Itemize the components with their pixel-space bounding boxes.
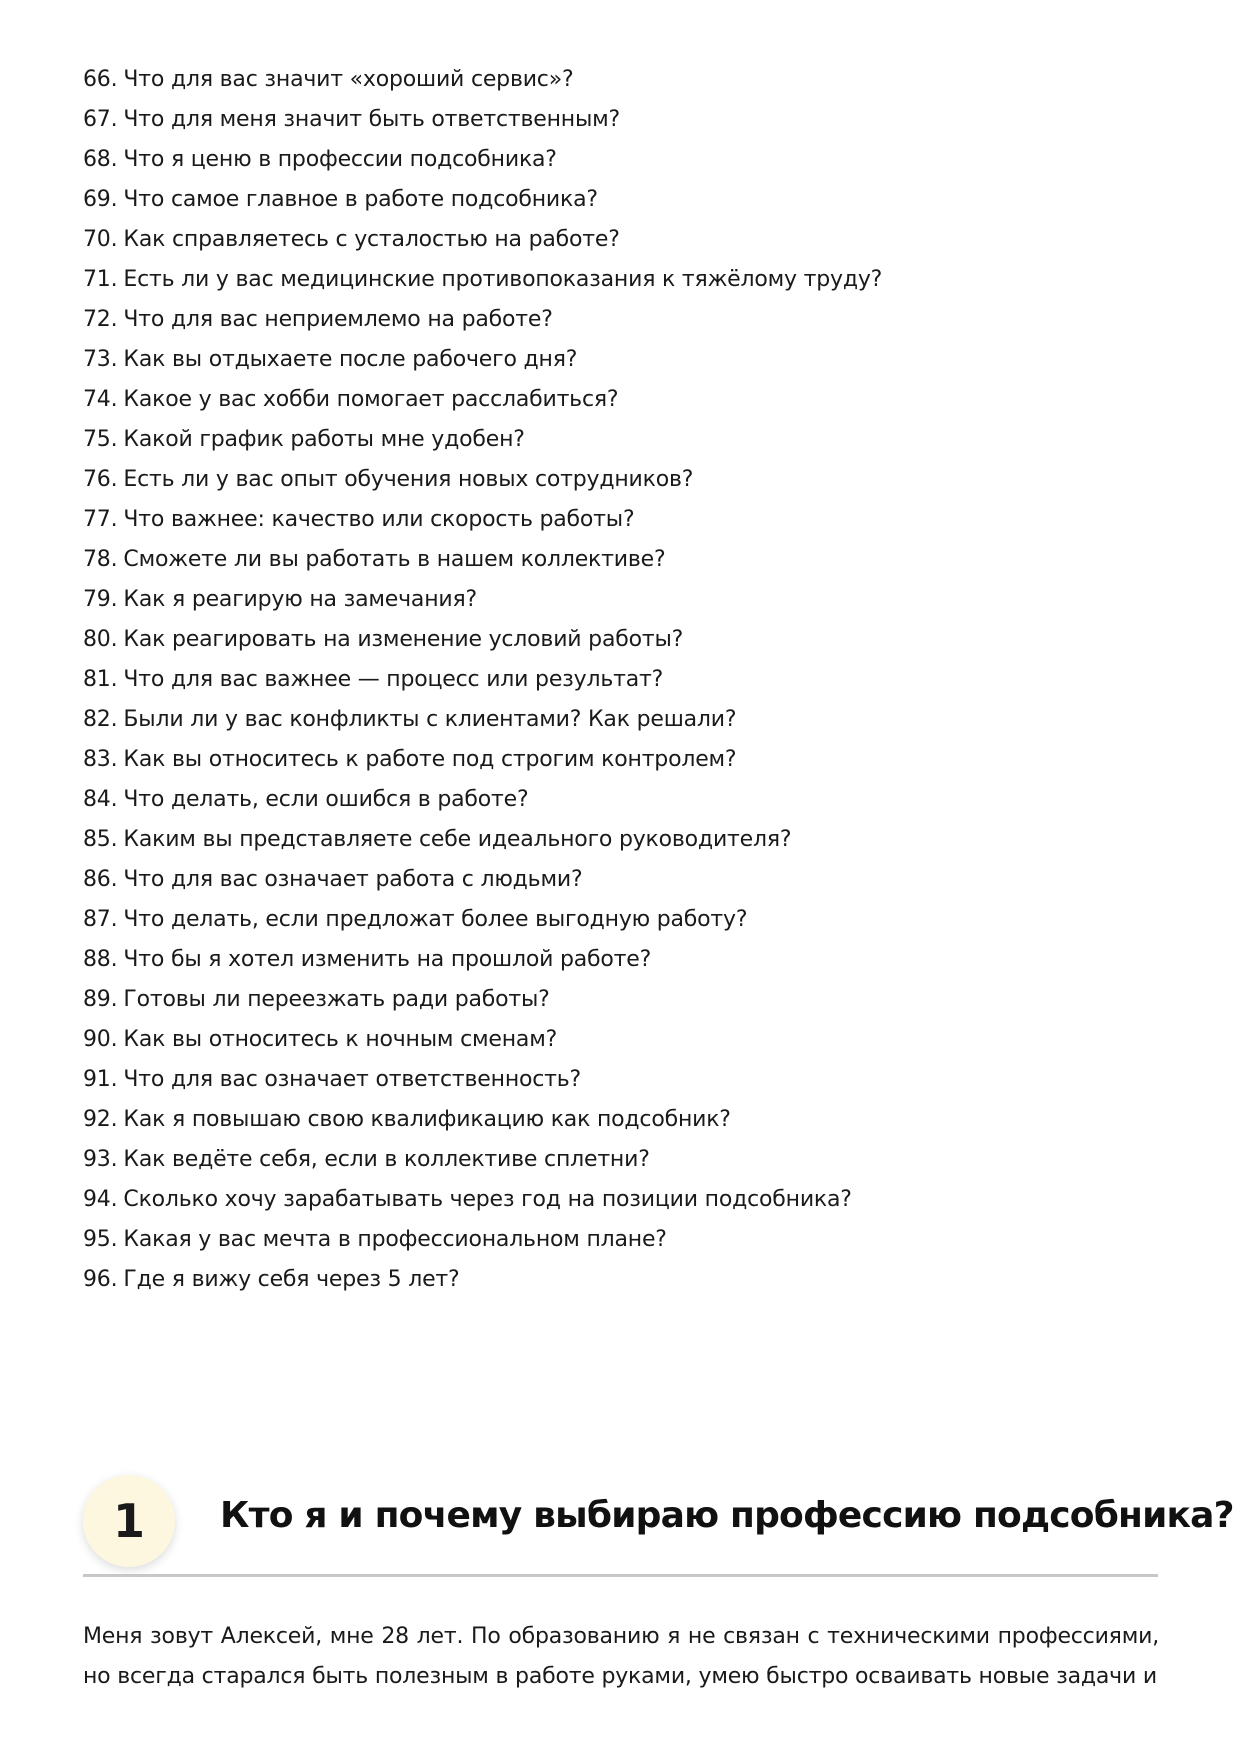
question-item [83, 940, 1163, 980]
question-text: Что для вас означает ответственность? [123, 1067, 582, 1092]
question-number-dot: . [110, 867, 118, 892]
question-item [83, 340, 1163, 380]
question-text: Как справляетесь с усталостью на работе? [123, 227, 620, 252]
question-item [83, 460, 1163, 500]
question-number-dot: . [110, 467, 118, 492]
question-item [83, 1020, 1163, 1060]
question-number-dot: . [110, 427, 118, 452]
question-number-dot: . [110, 747, 118, 772]
section-number-badge: 1 [83, 1475, 175, 1567]
question-text: Что для вас значит «хороший сервис»? [123, 67, 574, 92]
question-item [83, 60, 1163, 100]
question-item [83, 300, 1163, 340]
question-item [83, 740, 1163, 780]
question-item [83, 380, 1163, 420]
question-text: Как я реагирую на замечания? [123, 587, 477, 612]
question-text: Что важнее: качество или скорость работы? [123, 507, 635, 532]
question-number: 91 [83, 1067, 111, 1092]
question-number-dot: . [110, 787, 118, 812]
question-number-dot: . [110, 507, 118, 532]
question-number-dot: . [110, 907, 118, 932]
question-number-dot: . [110, 987, 118, 1012]
question-text: Каким вы представляете себе идеального руководителя? [123, 827, 792, 852]
question-item [83, 820, 1163, 860]
question-number: 73 [83, 347, 111, 372]
question-number-dot: . [110, 547, 118, 572]
question-text: Что для меня значит быть ответственным? [123, 107, 620, 132]
question-text: Есть ли у вас опыт обучения новых сотрудников? [123, 467, 694, 492]
question-number: 69 [83, 187, 111, 212]
question-number: 72 [83, 307, 111, 332]
question-item [83, 620, 1163, 660]
question-number-dot: . [110, 387, 118, 412]
question-number: 74 [83, 387, 111, 412]
intro-paragraph: Меня зовут Алексей, мне 28 лет. По образованию я не связан с техническими профессиями, но всегда старался быть полезным в работе руками, умею быстро осваивать новые задачи и [83, 1624, 1159, 1689]
question-text: Как вы отдыхаете после рабочего дня? [123, 347, 578, 372]
question-text: Что делать, если предложат более выгодную работу? [123, 907, 748, 932]
question-number-dot: . [110, 67, 118, 92]
question-number-dot: . [110, 947, 118, 972]
question-text: Как я повышаю свою квалификацию как подсобник? [123, 1107, 731, 1132]
question-number: 76 [83, 467, 111, 492]
question-text: Какое у вас хобби помогает расслабиться? [123, 387, 619, 412]
question-text: Как ведёте себя, если в коллективе сплетни? [123, 1147, 650, 1172]
question-number: 70 [83, 227, 111, 252]
question-item [83, 180, 1163, 220]
question-number-dot: . [110, 307, 118, 332]
question-number-dot: . [110, 587, 118, 612]
question-item [83, 1100, 1163, 1140]
question-number: 96 [83, 1267, 111, 1292]
question-number-dot: . [110, 1147, 118, 1172]
question-text: Как реагировать на изменение условий работы? [123, 627, 684, 652]
question-item [83, 500, 1163, 540]
question-item [83, 660, 1163, 700]
question-number-dot: . [110, 1027, 118, 1052]
question-text: Сколько хочу зарабатывать через год на позиции подсобника? [123, 1187, 852, 1212]
question-number: 67 [83, 107, 111, 132]
section-divider [83, 1574, 1158, 1577]
question-item [83, 860, 1163, 900]
question-item [83, 420, 1163, 460]
question-number-dot: . [110, 107, 118, 132]
question-number-dot: . [110, 347, 118, 372]
question-number: 88 [83, 947, 111, 972]
question-number: 81 [83, 667, 111, 692]
question-text: Где я вижу себя через 5 лет? [123, 1267, 460, 1292]
question-item [83, 700, 1163, 740]
question-number-dot: . [110, 627, 118, 652]
question-number: 83 [83, 747, 111, 772]
question-number: 95 [83, 1227, 111, 1252]
question-text: Что для вас неприемлемо на работе? [123, 307, 553, 332]
question-number: 84 [83, 787, 111, 812]
question-number: 79 [83, 587, 111, 612]
question-item [83, 780, 1163, 820]
question-number-dot: . [110, 1107, 118, 1132]
question-number: 66 [83, 67, 111, 92]
question-text: Что для вас означает работа с людьми? [123, 867, 583, 892]
question-item [83, 260, 1163, 300]
question-number: 93 [83, 1147, 111, 1172]
question-text: Что самое главное в работе подсобника? [123, 187, 598, 212]
question-text: Что делать, если ошибся в работе? [123, 787, 529, 812]
question-list [83, 60, 1163, 1300]
question-number-dot: . [110, 187, 118, 212]
question-text: Есть ли у вас медицинские противопоказания к тяжёлому труду? [123, 267, 883, 292]
question-text: Что я ценю в профессии подсобника? [123, 147, 557, 172]
question-item [83, 220, 1163, 260]
question-text: Какая у вас мечта в профессиональном плане? [123, 1227, 667, 1252]
section-title: Кто я и почему выбираю профессию подсобника? [220, 1495, 1234, 1536]
question-number: 86 [83, 867, 111, 892]
question-item [83, 100, 1163, 140]
question-item [83, 580, 1163, 620]
question-text: Сможете ли вы работать в нашем коллективе? [123, 547, 666, 572]
question-number-dot: . [110, 827, 118, 852]
question-item [83, 900, 1163, 940]
question-number: 89 [83, 987, 111, 1012]
question-number-dot: . [110, 1267, 118, 1292]
question-item [83, 1140, 1163, 1180]
question-item [83, 1060, 1163, 1100]
question-number: 82 [83, 707, 111, 732]
question-text: Готовы ли переезжать ради работы? [123, 987, 550, 1012]
question-number-dot: . [110, 1227, 118, 1252]
section-header [83, 1475, 1234, 1577]
question-text: Как вы относитесь к работе под строгим контролем? [123, 747, 737, 772]
question-number-dot: . [110, 707, 118, 732]
question-number: 94 [83, 1187, 111, 1212]
question-number: 75 [83, 427, 111, 452]
question-number-dot: . [110, 267, 118, 292]
question-number: 77 [83, 507, 111, 532]
question-text: Как вы относитесь к ночным сменам? [123, 1027, 558, 1052]
question-item [83, 1180, 1163, 1220]
question-item [83, 540, 1163, 580]
question-item [83, 980, 1163, 1020]
question-number-dot: . [110, 227, 118, 252]
question-text: Были ли у вас конфликты с клиентами? Как решали? [123, 707, 737, 732]
question-text: Что для вас важнее — процесс или результат? [123, 667, 664, 692]
question-number-dot: . [110, 1067, 118, 1092]
question-item [83, 1260, 1163, 1300]
question-number: 90 [83, 1027, 111, 1052]
question-number: 92 [83, 1107, 111, 1132]
question-number: 80 [83, 627, 111, 652]
question-item [83, 1220, 1163, 1260]
question-number-dot: . [110, 667, 118, 692]
question-item [83, 140, 1163, 180]
question-number: 71 [83, 267, 111, 292]
question-number: 68 [83, 147, 111, 172]
question-number: 87 [83, 907, 111, 932]
question-number-dot: . [110, 1187, 118, 1212]
question-number-dot: . [110, 147, 118, 172]
question-number: 85 [83, 827, 111, 852]
question-text: Что бы я хотел изменить на прошлой работе? [123, 947, 652, 972]
question-number: 78 [83, 547, 111, 572]
question-text: Какой график работы мне удобен? [123, 427, 525, 452]
